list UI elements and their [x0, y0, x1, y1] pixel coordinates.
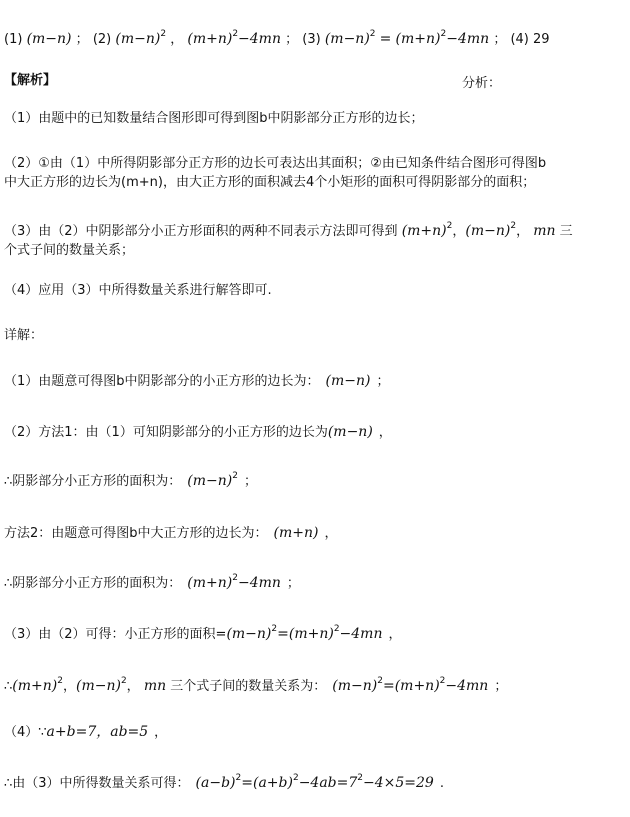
s6-end: ，: [388, 627, 402, 642]
s3-expr: (m−n): [187, 473, 233, 489]
s5-expr: (m+n): [187, 575, 233, 591]
s9-tail2: −4×5=29: [363, 775, 434, 791]
s6-eq: =: [277, 626, 289, 642]
detail-s3: [4, 472, 257, 491]
detail-s4: [4, 524, 338, 543]
a4-label: (4): [510, 32, 529, 47]
s7-eq: =: [382, 678, 395, 694]
detail-s6: [4, 625, 402, 644]
exp: 2: [232, 29, 239, 39]
analysis-p1: （1）由题中的已知数量结合图形即可得到图b中阴影部分正方形的边长；: [4, 111, 424, 126]
s1-expr: (m−n): [325, 373, 371, 389]
sep: ；: [285, 32, 299, 47]
s7-rhs: (m+n): [394, 678, 440, 694]
sep: ；: [493, 32, 507, 47]
a2-label: (2): [92, 32, 112, 47]
exp: 2: [357, 773, 364, 783]
s9-lhs: (a−b): [195, 775, 236, 791]
s8-end: ，: [154, 725, 168, 740]
exp: 2: [160, 29, 167, 39]
s6-text: （3）由（2）可得：小正方形的面积=: [4, 627, 227, 642]
p3-expr2: (m−n): [465, 223, 511, 239]
analysis-p4: （4）应用（3）中所得数量关系进行解答即可.: [4, 283, 272, 298]
detail-s2: [4, 423, 392, 442]
sep: ，: [516, 224, 530, 239]
detail-s1: [4, 372, 390, 391]
exp: 2: [369, 29, 376, 39]
detail-heading: 详解：: [4, 328, 44, 343]
analysis-right-label: 分析：: [462, 76, 502, 91]
s6-rhs: (m+n): [288, 626, 334, 642]
s7-lhs: (m−n): [332, 678, 378, 694]
s8-expr: a+b=7，ab=5: [46, 724, 149, 740]
analysis-p2-line2: 中大正方形的边长为(m+n)，由大正方形的面积减去4个小矩形的面积可得阴影部分的面积；: [4, 175, 536, 190]
detail-s8: [4, 723, 167, 742]
exp: 2: [377, 676, 383, 686]
s6-tail: −4mn: [339, 626, 383, 642]
s9-text: ∴由（3）中所得数量关系可得：: [4, 776, 190, 791]
s5-tail: −4mn: [237, 575, 281, 591]
p3-text: （3）由（2）中阴影部分小正方形面积的两种不同表示方法即可得到: [4, 224, 398, 239]
s5-text: ∴阴影部分小正方形的面积为：: [4, 576, 182, 591]
exp: 2: [446, 221, 453, 231]
p3-expr1: (m+n): [401, 223, 447, 239]
s7-mn: mn: [143, 678, 167, 694]
exp: 2: [232, 471, 238, 481]
s9-end: .: [439, 776, 444, 791]
s9-tail: −4ab=7: [298, 775, 358, 791]
analysis-p3-line2: 个式子间的数量关系；: [4, 243, 135, 258]
s9-rhs: (a+b): [252, 775, 293, 791]
s7-expr2: (m−n): [75, 678, 121, 694]
s2-text: （2）方法1：由（1）可知阴影部分的小正方形的边长为: [4, 425, 328, 440]
a3-label: (3): [302, 32, 321, 47]
analysis-heading: 【解析】: [4, 73, 57, 88]
s1-text: （1）由题意可得图b中阴影部分的小正方形的边长为：: [4, 374, 320, 389]
exp: 2: [235, 773, 242, 783]
exp: 2: [510, 221, 517, 231]
s7-end: ；: [494, 679, 508, 694]
s5-end: ；: [286, 576, 300, 591]
s3-text: ∴阴影部分小正方形的面积为：: [4, 474, 182, 489]
detail-s7: [4, 677, 507, 696]
a2-tail: −4mn: [238, 31, 281, 47]
a4-value: 29: [533, 32, 550, 47]
detail-s5: [4, 574, 300, 593]
s7-tail: −4mn: [445, 678, 489, 694]
a3-tail: −4mn: [446, 31, 490, 47]
a1-expr: (m−n): [26, 31, 72, 47]
p3-mn: mn: [533, 223, 556, 239]
exp: 2: [57, 676, 63, 686]
s4-end: ，: [324, 526, 338, 541]
exp: 2: [120, 676, 127, 686]
exp: 2: [232, 573, 238, 583]
a2-expr2: (m+n): [187, 31, 233, 47]
s7-lead: ∴: [4, 679, 13, 694]
exp: 2: [440, 29, 447, 39]
s9-eq: =: [241, 775, 253, 791]
answer-line: [4, 30, 550, 49]
s7-expr1: (m+n): [12, 678, 58, 694]
sep: ，: [62, 679, 76, 694]
s4-expr: (m+n): [273, 525, 319, 541]
p3-tail: 三: [559, 224, 573, 239]
s4-text: 方法2：由题意可得图b中大正方形的边长为：: [4, 526, 268, 541]
sep: ，: [452, 224, 466, 239]
sep: ；: [75, 32, 89, 47]
a3-eq: =: [379, 31, 392, 47]
s6-lhs: (m−n): [226, 626, 272, 642]
exp: 2: [271, 624, 278, 634]
a3-rhs: (m+n): [395, 31, 441, 47]
exp: 2: [333, 624, 340, 634]
s1-end: ；: [376, 374, 390, 389]
s8-text: （4）∵: [4, 725, 47, 740]
a3-lhs: (m−n): [324, 31, 370, 47]
s2-expr: (m−n): [327, 424, 373, 440]
sep: ，: [126, 679, 140, 694]
a1-label: (1): [4, 32, 23, 47]
a2-expr1: (m−n): [115, 31, 161, 47]
exp: 2: [439, 676, 446, 686]
sep: ，: [170, 32, 184, 47]
exp: 2: [292, 773, 299, 783]
analysis-p3-line1: [4, 222, 573, 241]
detail-s9: [4, 774, 444, 793]
s2-end: ，: [378, 425, 392, 440]
analysis-p2-line1: （2）①由（1）中所得阴影部分正方形的边长可表达出其面积；②由已知条件结合图形可得图b: [4, 156, 547, 171]
s3-end: ；: [243, 474, 257, 489]
s7-text: 三个式子间的数量关系为：: [170, 679, 327, 694]
